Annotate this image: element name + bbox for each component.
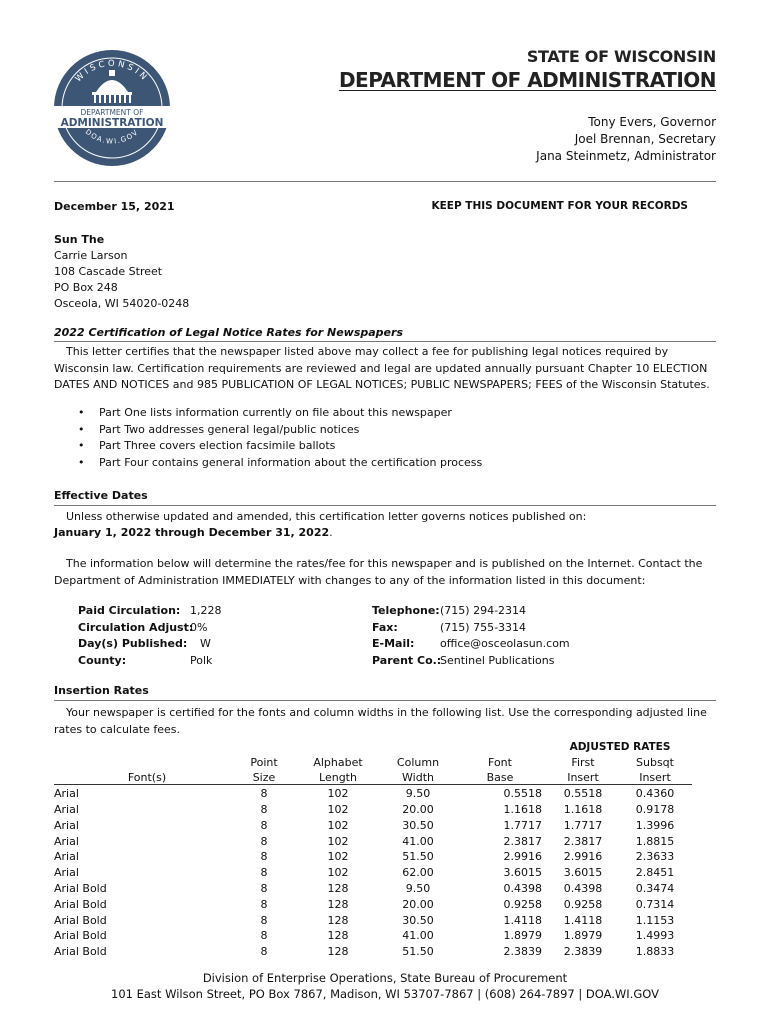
table-cell: 8 — [260, 913, 268, 927]
header-cell: First — [571, 755, 595, 769]
effective-period-end: . — [329, 526, 333, 539]
page-footer — [0, 970, 770, 1002]
info-right-values — [440, 603, 570, 669]
table-cell: 9.50 — [405, 881, 431, 895]
header-cell: Base — [458, 769, 548, 785]
table-cell: 0.5518 — [563, 787, 603, 801]
table-cell: 1.1618 — [563, 802, 603, 816]
table-row — [54, 942, 692, 958]
table-row — [54, 911, 692, 927]
table-cell: 2.3817 — [563, 834, 603, 848]
header-cell: Point — [250, 755, 278, 769]
logo-dept-line1: DEPARTMENT OF — [80, 108, 144, 117]
table-cell: 8 — [260, 818, 268, 832]
list-item: • Part Four contains general information about the certification process — [78, 455, 482, 472]
table-cell: 102 — [327, 866, 349, 880]
table-cell: 1.8979 — [503, 929, 542, 943]
table-cell: 20.00 — [402, 897, 434, 911]
days-published-label: Day(s) Published: — [78, 637, 188, 650]
info-left-values — [190, 603, 222, 669]
effective-divider — [54, 505, 716, 506]
info-right-labels — [372, 603, 441, 669]
table-cell: 2.9916 — [563, 850, 603, 864]
list-item: • Part Two addresses general legal/public notices — [78, 422, 482, 439]
table-cell: 2.9916 — [503, 850, 542, 864]
table-cell: 128 — [327, 913, 349, 927]
state-title: STATE OF WISCONSIN — [526, 47, 716, 66]
table-cell: 0.4398 — [503, 881, 542, 895]
paid-circulation-value: 1,228 — [190, 604, 222, 617]
footer-division: Division of Enterprise Operations, State Bureau of Procurement — [202, 971, 568, 985]
table-cell: 0.4398 — [563, 881, 603, 895]
department-title: DEPARTMENT OF ADMINISTRATION — [338, 68, 716, 92]
table-cell: 9.50 — [405, 787, 431, 801]
header-divider — [54, 181, 716, 182]
header-cell: Insert — [548, 769, 618, 785]
table-cell: Arial — [54, 818, 79, 832]
header-cell: Column — [396, 755, 440, 769]
table-cell: 102 — [327, 802, 349, 816]
table-cell: 3.6015 — [503, 866, 542, 880]
header-cell: Length — [298, 769, 378, 785]
table-cell: 8 — [260, 881, 268, 895]
table-row — [54, 895, 692, 911]
official-secretary: Joel Brennan, Secretary — [574, 132, 716, 146]
table-cell: Arial Bold — [54, 945, 107, 959]
table-cell: 30.50 — [402, 913, 434, 927]
table-cell: Arial — [54, 787, 79, 801]
table-row — [54, 927, 692, 943]
table-cell: 0.9258 — [503, 897, 542, 911]
table-cell: 102 — [327, 818, 349, 832]
fax-label: Fax: — [372, 620, 398, 634]
table-cell: 102 — [327, 787, 349, 801]
effective-para2: The information below will determine the rates/fee for this newspaper and is published on the Internet. Contact the Department of Administration IMMEDIATELY with changes to any of the information listed in this document: — [54, 557, 703, 587]
table-cell: 0.9258 — [563, 897, 603, 911]
official-governor: Tony Evers, Governor — [588, 115, 716, 129]
table-cell: 128 — [327, 897, 349, 911]
county-value: Polk — [190, 653, 213, 667]
email-value: office@osceolasun.com — [440, 637, 570, 650]
table-cell: 8 — [260, 929, 268, 943]
table-cell: 1.8833 — [635, 945, 675, 959]
certification-title: 2022 Certification of Legal Notice Rates for Newspapers — [54, 326, 403, 339]
recipient-address — [54, 232, 189, 312]
header-cell: Insert — [618, 769, 692, 785]
telephone-value: (715) 294-2314 — [440, 604, 527, 617]
table-row — [54, 863, 692, 879]
effective-period-text: January 1, 2022 through December 31, 2022 — [54, 526, 330, 539]
table-cell: 30.50 — [402, 818, 434, 832]
table-header-row — [54, 753, 692, 769]
table-cell: 0.5518 — [503, 787, 542, 801]
official-administrator: Jana Steinmetz, Administrator — [536, 149, 716, 163]
parts-list — [78, 405, 482, 471]
address-line: PO Box 248 — [54, 281, 118, 294]
table-row — [54, 800, 692, 816]
header-cell: Subsqt — [636, 755, 674, 769]
adjusted-rates-label: ADJUSTED RATES — [569, 740, 671, 753]
table-row — [54, 879, 692, 895]
address-line: Osceola, WI 54020-0248 — [54, 297, 190, 310]
table-cell: 2.3839 — [563, 945, 603, 959]
table-cell: 41.00 — [402, 834, 434, 848]
parent-co-value: Sentinel Publications — [440, 653, 555, 667]
table-row — [54, 832, 692, 848]
info-left-labels — [78, 603, 193, 669]
letter-date: December 15, 2021 — [54, 200, 175, 213]
table-cell: 2.3633 — [635, 850, 675, 864]
header-cell: Alphabet — [313, 755, 363, 769]
table-cell: 0.4360 — [635, 787, 675, 801]
logo-bottom-text: DOA.WI.GOV — [83, 127, 141, 146]
officials-list — [536, 114, 716, 165]
table-cell: Arial Bold — [54, 881, 107, 895]
table-cell: 102 — [327, 850, 349, 864]
table-cell: 8 — [260, 897, 268, 911]
table-cell: 51.50 — [402, 850, 434, 864]
table-cell: 8 — [260, 866, 268, 880]
table-cell: 0.9178 — [635, 802, 675, 816]
rates-table — [54, 737, 692, 958]
table-header-row — [54, 737, 692, 753]
table-cell: 1.1153 — [635, 913, 675, 927]
table-cell: 1.8815 — [635, 834, 675, 848]
logo-dept-line2: ADMINISTRATION — [60, 117, 164, 129]
table-cell: 3.6015 — [563, 866, 603, 880]
table-cell: 8 — [260, 787, 268, 801]
certification-divider — [54, 341, 716, 342]
table-cell: 1.7717 — [503, 818, 542, 832]
table-cell: Arial — [54, 866, 79, 880]
effective-line1: Unless otherwise updated and amended, this certification letter governs notices published on: — [66, 510, 587, 523]
keep-notice: KEEP THIS DOCUMENT FOR YOUR RECORDS — [431, 200, 688, 212]
table-cell: 2.3839 — [503, 945, 542, 959]
table-cell: 8 — [260, 802, 268, 816]
table-cell: Arial — [54, 850, 79, 864]
certification-body: This letter certifies that the newspaper listed above may collect a fee for publishing legal notices required by Wisconsin law. Certification requirements are reviewed and legal are updated annually pursuant Chapter 10 ELECTION DATES AND NOTICES and 985 PUBLICATION OF LEGAL NOTICES; PUBLIC NEWSPAPERS; FEES of the Wisconsin Statutes. — [54, 345, 710, 391]
table-cell: 62.00 — [402, 866, 434, 880]
effective-period — [54, 525, 718, 542]
table-row — [54, 784, 692, 800]
table-cell: 102 — [327, 834, 349, 848]
table-cell: 20.00 — [402, 802, 434, 816]
table-cell: Arial Bold — [54, 913, 107, 927]
table-cell: 1.4118 — [563, 913, 603, 927]
table-cell: 128 — [327, 945, 349, 959]
address-line: Carrie Larson — [54, 249, 128, 262]
table-cell: 128 — [327, 929, 349, 943]
email-label: E-Mail: — [372, 637, 415, 650]
header-cell: Width — [378, 769, 458, 785]
table-cell: Arial — [54, 802, 79, 816]
fax-value: (715) 755-3314 — [440, 620, 527, 634]
table-row — [54, 848, 692, 864]
list-item: • Part Three covers election facsimile ballots — [78, 438, 482, 455]
list-item: • Part One lists information currently on file about this newspaper — [78, 405, 482, 422]
table-cell: 41.00 — [402, 929, 434, 943]
header-cell: Font — [488, 755, 512, 769]
header-cell: Font(s) — [54, 769, 230, 785]
table-header-row — [54, 769, 692, 785]
header-cell — [54, 753, 230, 769]
table-cell: 1.4118 — [503, 913, 542, 927]
insertion-body: Your newspaper is certified for the fonts and column widths in the following list. Use the corresponding adjusted line rates to calculate fees. — [54, 706, 707, 736]
table-cell: 1.3996 — [635, 818, 675, 832]
table-cell: 2.3817 — [503, 834, 542, 848]
table-cell: 1.4993 — [635, 929, 675, 943]
table-cell: Arial Bold — [54, 929, 107, 943]
table-cell: Arial — [54, 834, 79, 848]
circulation-adjust-value: 0% — [190, 620, 208, 634]
table-row — [54, 816, 692, 832]
table-cell: Arial Bold — [54, 897, 107, 911]
header-cell: Size — [230, 769, 298, 785]
logo-top-text: WISCONSIN — [73, 58, 151, 85]
table-cell: 128 — [327, 881, 349, 895]
parent-co-label: Parent Co.: — [372, 653, 442, 667]
table-cell: 1.8979 — [563, 929, 603, 943]
footer-address: 101 East Wilson Street, PO Box 7867, Madison, WI 53707-7867 | (608) 264-7897 | DOA.WI.GOV — [111, 987, 659, 1001]
table-cell: 0.3474 — [635, 881, 675, 895]
telephone-label: Telephone: — [372, 604, 440, 617]
table-cell: 51.50 — [402, 945, 434, 959]
insertion-divider — [54, 700, 716, 701]
doa-logo — [52, 48, 172, 168]
table-cell: 1.1618 — [503, 802, 542, 816]
table-cell: 8 — [260, 850, 268, 864]
newspaper-name: Sun The — [54, 233, 105, 246]
table-cell: 1.7717 — [563, 818, 603, 832]
address-line: 108 Cascade Street — [54, 265, 163, 278]
days-published-value: W — [200, 637, 211, 650]
table-cell: 0.7314 — [635, 897, 675, 911]
table-cell: 8 — [260, 834, 268, 848]
table-cell: 2.8451 — [635, 866, 675, 880]
table-cell: 8 — [260, 945, 268, 959]
county-label: County: — [78, 653, 127, 667]
insertion-rates-title: Insertion Rates — [54, 684, 149, 697]
paid-circulation-label: Paid Circulation: — [78, 604, 181, 617]
circulation-adjust-label: Circulation Adjust: — [78, 620, 194, 634]
effective-dates-title: Effective Dates — [54, 489, 148, 502]
